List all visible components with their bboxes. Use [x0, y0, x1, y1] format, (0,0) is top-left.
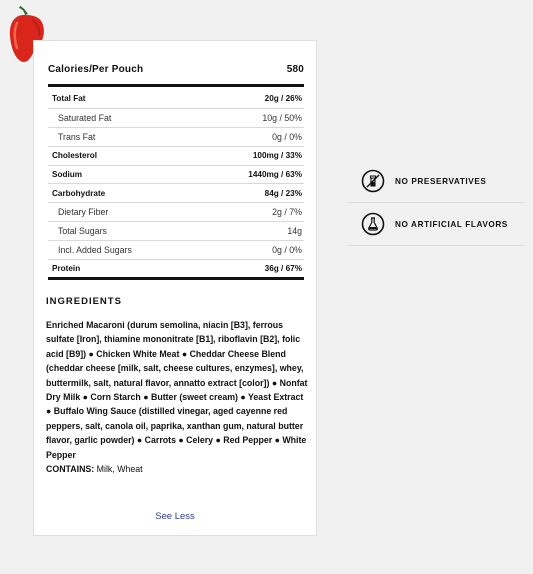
nutrient-label: Cholesterol [52, 151, 98, 161]
nutrient-value: 10g / 50% [262, 112, 302, 123]
nutrient-value: 1440mg / 63% [248, 170, 302, 179]
nutrition-row-sodium [48, 166, 304, 185]
nutrient-label: Incl. Added Sugars [58, 245, 132, 256]
nutrition-card [33, 40, 317, 536]
nutrient-value: 36g / 67% [264, 264, 302, 274]
nutrition-row-dietary-fiber [48, 203, 304, 222]
nutrient-label: Total Fat [52, 94, 86, 104]
see-less-link[interactable]: See Less [155, 511, 195, 522]
nutrient-value: 2g / 7% [272, 207, 302, 218]
badge-label: NO PRESERVATIVES [395, 176, 487, 186]
calories-row [48, 62, 304, 87]
no-artificial-flavors-icon [361, 212, 385, 236]
nutrition-row-protein [48, 260, 304, 280]
badge-label: NO ARTIFICIAL FLAVORS [395, 219, 508, 229]
no-preservatives-icon [361, 169, 385, 193]
nutrient-label: Dietary Fiber [58, 207, 109, 218]
nutrition-row-added-sugars [48, 241, 304, 260]
product-badges [349, 160, 523, 246]
nutrition-row-carbohydrate [48, 184, 304, 203]
allergen-statement [46, 464, 143, 474]
ingredients-heading: INGREDIENTS [46, 296, 122, 307]
nutrition-rows [48, 90, 304, 280]
nutrient-label: Total Sugars [58, 226, 107, 237]
calories-value: 580 [286, 63, 304, 75]
calories-label: Calories/Per Pouch [48, 63, 144, 75]
nutrient-label: Carbohydrate [52, 188, 106, 198]
nutrition-row-total-sugars [48, 222, 304, 241]
nutrition-row-trans-fat [48, 128, 304, 147]
nutrition-row-cholesterol [48, 147, 304, 166]
contains-value: Milk, Wheat [96, 464, 143, 474]
nutrient-value: 100mg / 33% [252, 151, 302, 161]
nutrient-value: 20g / 26% [264, 94, 302, 104]
nutrient-label: Protein [52, 264, 81, 274]
nutrient-label: Sodium [52, 170, 83, 179]
contains-label: CONTAINS: [46, 464, 95, 474]
nutrition-facts [48, 62, 304, 280]
nutrient-label: Saturated Fat [58, 112, 112, 123]
nutrient-value: 14g [287, 226, 302, 237]
nutrition-row-total-fat [48, 90, 304, 109]
nutrient-value: 84g / 23% [264, 188, 302, 198]
badge-no-artificial-flavors [349, 203, 523, 246]
ingredients-text: Enriched Macaroni (durum semolina, niacin [B3], ferrous sulfate [Iron], thiamine mononitrate [B1], riboflavin [B2], folic acid [B9]) ● Chicken White Meat ● Cheddar Cheese Blend (cheddar cheese [milk, salt, cheese cultures, enzymes], whey, buttermilk, salt, natural flavor, annatto extract [color]) ● Nonfat Dry Milk ● Corn Starch ● Butter (sweet cream) ● Yeast Extract ● Buffalo Wing Sauce (distilled vinegar, aged cayenne red peppers, salt, canola oil, paprika, xanthan gum, natural butter flavor, garlic powder) ● Carrots ● Celery ● Red Pepper ● White Pepper [46, 320, 308, 460]
badge-no-preservatives [349, 160, 523, 203]
nutrition-row-saturated-fat [48, 109, 304, 128]
nutrient-value: 0g / 0% [272, 245, 302, 256]
nutrient-label: Trans Fat [58, 131, 96, 142]
nutrient-value: 0g / 0% [272, 131, 302, 142]
